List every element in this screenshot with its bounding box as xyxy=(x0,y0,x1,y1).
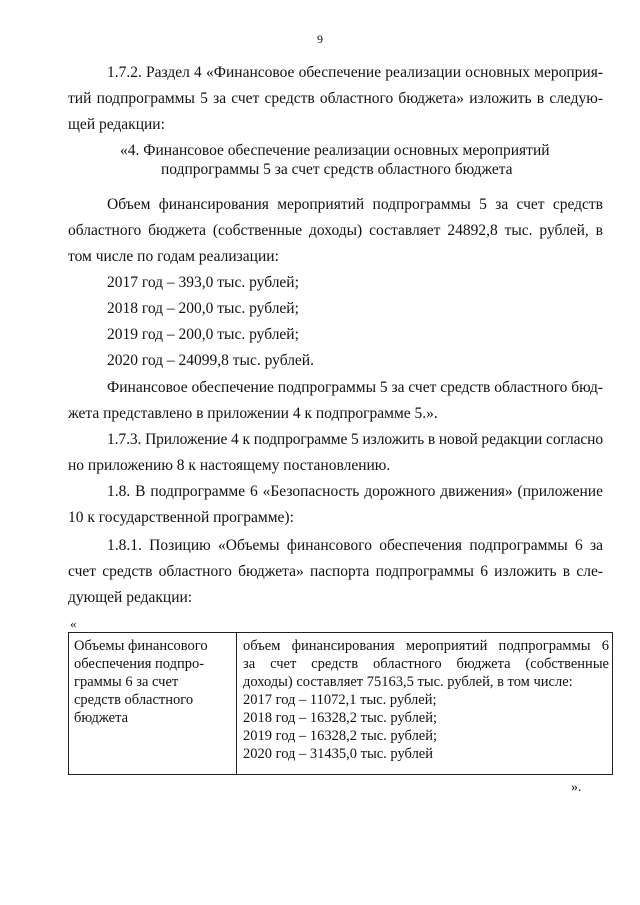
table-column-divider xyxy=(236,633,237,774)
table-left-cell-line: средств областного xyxy=(74,692,194,708)
funding-table xyxy=(68,632,613,775)
paragraph-line: том числе по годам реализации: xyxy=(68,248,279,265)
paragraph-line: 1.8.1. Позицию «Объемы финансового обеспечения подпрограммы 6 за xyxy=(107,537,603,554)
table-right-cell-line: 2019 год – 16328,2 тыс. рублей; xyxy=(243,728,438,744)
section-heading-line: «4. Финансовое обеспечение реализации основных мероприятий xyxy=(120,142,550,159)
paragraph-line: дующей редакции: xyxy=(68,589,193,606)
table-left-cell-line: граммы 6 за счет xyxy=(74,674,179,690)
paragraph-line: Объем финансирования мероприятий подпрограммы 5 за счет средств xyxy=(107,196,603,213)
table-left-cell-line: бюджета xyxy=(74,710,129,726)
table-right-cell-line: объем финансирования мероприятий подпрограммы 6 xyxy=(243,638,609,654)
section-heading-line: подпрограммы 5 за счет средств областного бюджета xyxy=(161,161,513,178)
page-number: 9 xyxy=(317,32,323,46)
paragraph-line: жета представлено в приложении 4 к подпрограмме 5.». xyxy=(68,405,438,422)
year-amount-line: 2017 год – 393,0 тыс. рублей; xyxy=(107,274,299,291)
year-amount-line: 2020 год – 24099,8 тыс. рублей. xyxy=(107,352,314,369)
table-right-cell-line: за счет средств областного бюджета (собственные xyxy=(243,656,609,672)
paragraph-line: счет средств областного бюджета» паспорта подпрограммы 6 изложить в сле- xyxy=(68,563,603,580)
paragraph-line: щей редакции: xyxy=(68,116,165,133)
table-right-cell-line: 2018 год – 16328,2 тыс. рублей; xyxy=(243,710,438,726)
year-amount-line: 2019 год – 200,0 тыс. рублей; xyxy=(107,326,299,343)
opening-quote: « xyxy=(70,616,77,631)
closing-quote: ». xyxy=(571,780,582,795)
table-right-cell-line: 2020 год – 31435,0 тыс. рублей xyxy=(243,746,434,762)
paragraph-line: 10 к государственной программе): xyxy=(68,509,294,526)
paragraph-line: 1.7.2. Раздел 4 «Финансовое обеспечение реализации основных мероприя- xyxy=(107,64,603,81)
table-left-cell-line: обеспечения подпро- xyxy=(74,656,205,672)
year-amount-line: 2018 год – 200,0 тыс. рублей; xyxy=(107,300,299,317)
paragraph-line: Финансовое обеспечение подпрограммы 5 за счет средств областного бюд- xyxy=(107,379,603,396)
paragraph-line: но приложению 8 к настоящему постановлению. xyxy=(68,457,391,474)
table-right-cell-line: доходы) составляет 75163,5 тыс. рублей, в том числе: xyxy=(243,674,573,690)
table-right-cell-line: 2017 год – 11072,1 тыс. рублей; xyxy=(243,692,437,708)
table-left-cell-line: Объемы финансового xyxy=(74,638,208,654)
paragraph-line: областного бюджета (собственные доходы) составляет 24892,8 тыс. рублей, в xyxy=(68,222,603,239)
paragraph-line: тий подпрограммы 5 за счет средств областного бюджета» изложить в следую- xyxy=(68,90,603,107)
paragraph-line: 1.7.3. Приложение 4 к подпрограмме 5 изложить в новой редакции согласно xyxy=(107,431,603,448)
paragraph-line: 1.8. В подпрограмме 6 «Безопасность дорожного движения» (приложение xyxy=(107,483,603,500)
